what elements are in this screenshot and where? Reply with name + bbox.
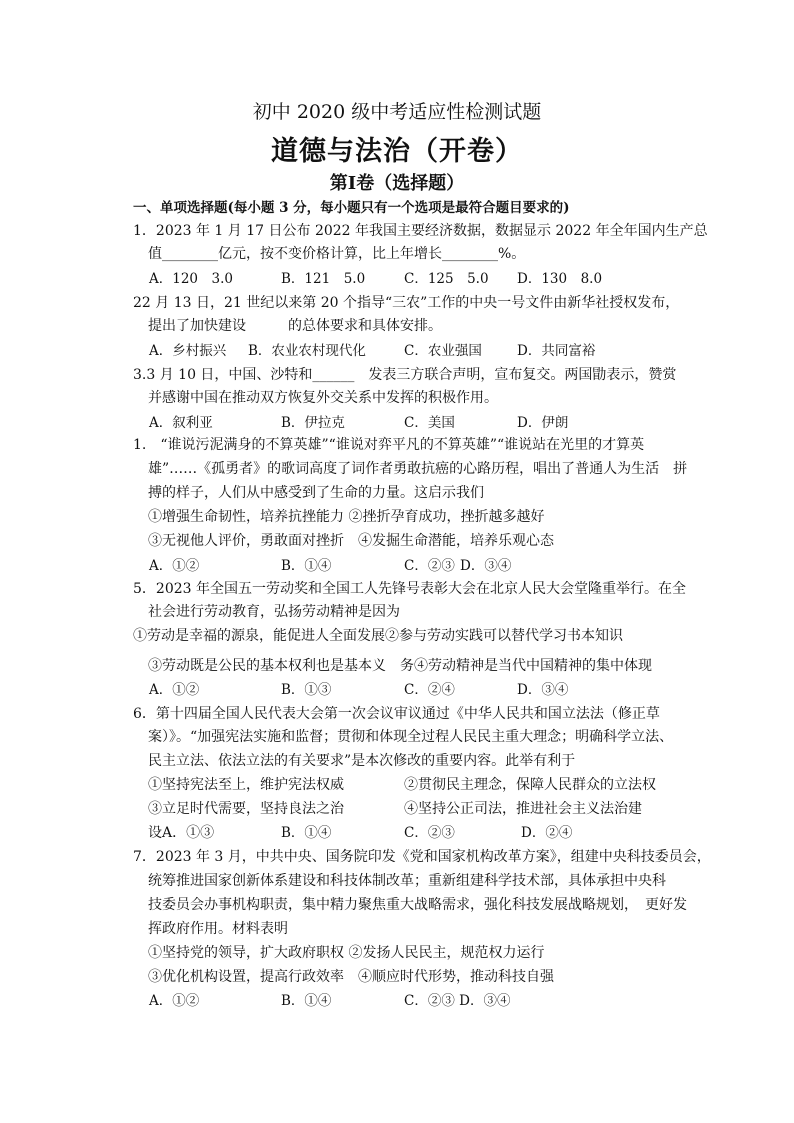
question-line: 值________亿元，按不变价格计算，比上年增长________%。 <box>148 246 526 262</box>
question-choice-line: ①坚持党的领导，扩大政府职权 ②发扬人民民主，规范权力运行 <box>148 945 545 961</box>
option-d: D．③④ <box>460 558 512 574</box>
question-line: 并感谢中国在推动双方恢复外交关系中发挥的积极作用。 <box>148 390 498 406</box>
question-line: 社会进行劳动教育，弘扬劳动精神是因为 <box>148 604 400 620</box>
question-line: 案）》。“加强宪法实施和监督；贯彻和体现全过程人民民主重大理念；明确科学立法、 <box>148 729 674 745</box>
question-choice-line: ①坚持宪法至上，维护宪法权威 <box>148 777 344 793</box>
question-choice-line: ①增强生命韧性，培养抗挫能力 ②挫折孕育成功，挫折越多越好 <box>148 509 545 525</box>
option-a: A．120 3.0 <box>149 271 233 287</box>
option-c: C．125 5.0 <box>404 271 489 287</box>
question-line: 22 月 13 日，21 世纪以来第 20 个指导“三农”工作的中央一号文件由新华社授权发布， <box>133 295 680 311</box>
question-line: 挥政府作用。材料表明 <box>148 921 288 937</box>
option-a: A．①② <box>149 682 200 698</box>
exam-title: 初中 2020 级中考适应性检测试题 <box>252 101 542 123</box>
option-a: A．乡村振兴 <box>149 343 227 359</box>
question-choice-line: 设A．①③ <box>148 825 215 841</box>
option-b: B．①③ <box>281 682 332 698</box>
question-choice-line: ②贯彻民主理念，保障人民群众的立法权 <box>404 777 656 793</box>
question-line: 提出了加快建设 的总体要求和具体安排。 <box>148 318 442 334</box>
question-choice-line: ③无视他人评价，勇敢面对挫折 ④发掘生命潜能，培养乐观心态 <box>148 533 554 549</box>
option-b: B．①④ <box>281 993 332 1009</box>
subject-title: 道德与法治（开卷） <box>271 136 523 167</box>
option-d: D．②④ <box>521 825 573 841</box>
option-a: A．叙利亚 <box>149 415 213 431</box>
question-line: 3.3 月 10 日，中国、沙特和______ 发表三方联合声明，宣布复交。两国勖表示，赞赏 <box>133 367 677 383</box>
question-line: 搏的样子，人们从中感受到了生命的力量。这启示我们 <box>148 485 484 501</box>
question-line: 雄”……《孤勇者》的歌词高度了词作者勇敢抗癌的心路历程，唱出了普通人为生活 拼 <box>148 461 688 477</box>
option-b: B．伊拉克 <box>281 415 345 431</box>
question-choice-line: ③立足时代需要，坚持良法之治 <box>148 801 344 817</box>
option-b: B．①④ <box>281 825 332 841</box>
option-a: A．①② <box>149 558 200 574</box>
option-c: C．②③ <box>404 825 455 841</box>
option-d: D．③④ <box>517 682 569 698</box>
option-c: C．美国 <box>404 415 455 431</box>
option-d: D．130 8.0 <box>517 271 603 287</box>
section-heading: 一、单项选择题(每小题 3 分，每小题只有一个选项是最符合题目要求的) <box>133 200 570 216</box>
option-b: B．①④ <box>281 558 332 574</box>
question-line: 技委员会办事机构职责，集中精力聚焦重大战略需求，强化科技发展战略规划， 更好发 <box>148 897 687 913</box>
question-choice-line: ④坚持公正司法，推进社会主义法治建 <box>404 801 642 817</box>
option-c: C．②④ <box>404 682 455 698</box>
question-line: 5．2023 年全国五一劳动奖和全国工人先锋号表彰大会在北京人民大会堂隆重举行。在全 <box>133 581 686 597</box>
option-a: A．①② <box>149 993 200 1009</box>
question-line: 1. “谁说污泥满身的不算英雄”“谁说对弈平凡的不算英雄”“谁说站在光里的才算英 <box>133 437 645 453</box>
question-line: 统筹推进国家创新体系建设和科技体制改革；重新组建科学技术部，具体承担中央科 <box>148 873 666 889</box>
option-d: D．共同富裕 <box>517 343 596 359</box>
option-c: C．②③ <box>404 558 455 574</box>
option-c: C．农业强国 <box>404 343 482 359</box>
question-choice-line: ①劳动是幸福的源泉，能促进人全面发展②参与劳动实践可以替代学习书本知识 <box>133 628 623 644</box>
question-line: 7．2023 年 3 月，中共中央、国务院印发《党和国家机构改革方案》，组建中央科技委员会， <box>133 849 711 865</box>
question-line: 6．第十四届全国人民代表大会第一次会议审议通过《中华人民共和国立法法（修正草 <box>133 706 660 722</box>
question-line: 民主立法、依法立法的有关要求”是本次修改的重要内容。此举有利于 <box>148 753 576 769</box>
option-d: D．伊朗 <box>517 415 569 431</box>
option-c-d: C．②③ D．③④ <box>404 993 511 1009</box>
question-choice-line: ③优化机构设置，提高行政效率 ④顺应时代形势，推动科技自强 <box>148 969 554 985</box>
option-b: B．121 5.0 <box>281 271 366 287</box>
part-title: 第Ⅰ卷（选择题） <box>329 173 465 194</box>
option-b: B．农业农村现代化 <box>248 343 366 359</box>
question-choice-line: ③劳动既是公民的基本权利也是基本义 务④劳动精神是当代中国精神的集中体现 <box>148 658 652 674</box>
question-line: 1．2023 年 1 月 17 日公布 2022 年我国主要经济数据，数据显示 2022 年全年国内生产总 <box>133 223 708 239</box>
